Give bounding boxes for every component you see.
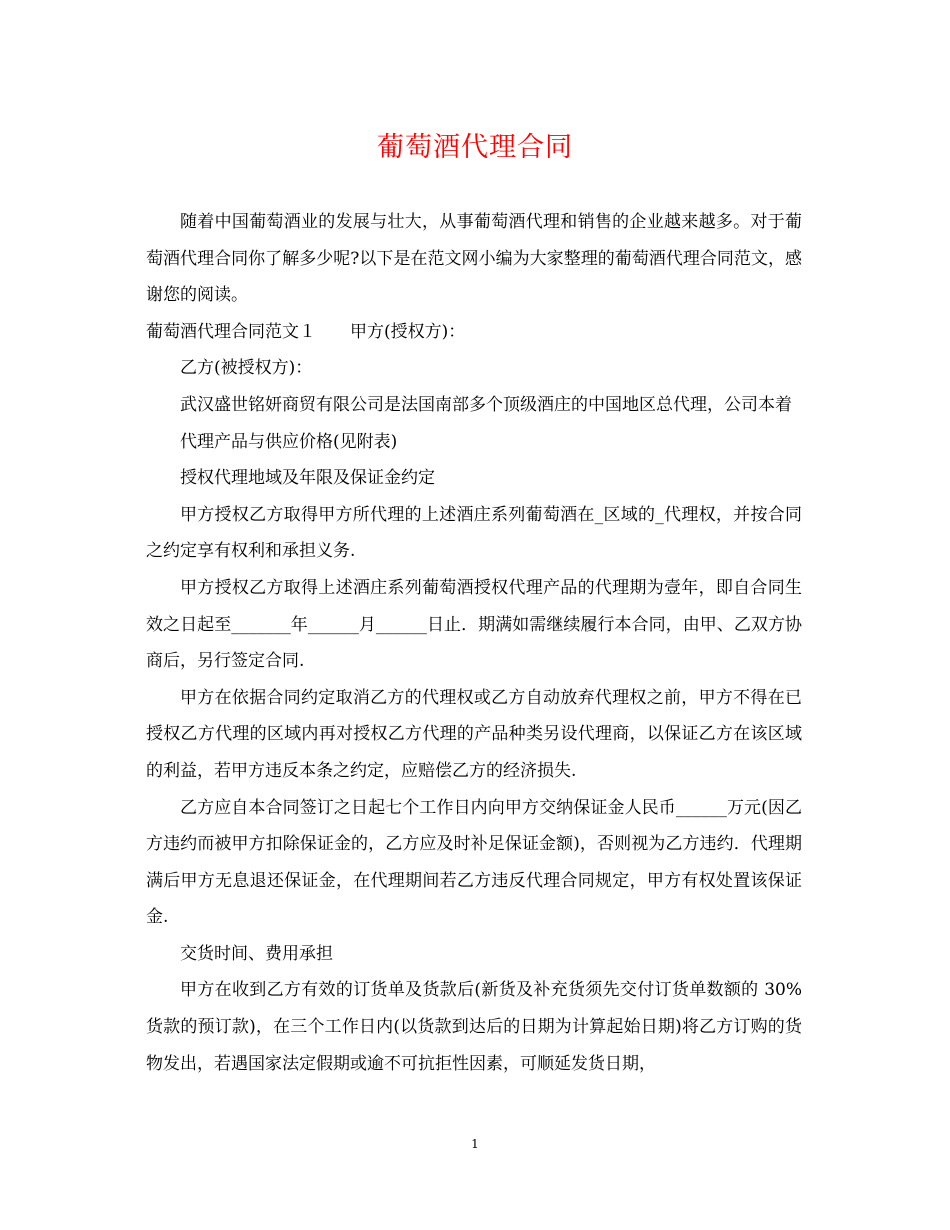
clause-delivery: 甲方在收到乙方有效的订货单及货款后(新货及补充货须先交付订货单数额的 30%货款的预订款)，在三个工作日内(以货款到达后的日期为计算起始日期)将乙方订购的货物发出，若遇国家法定假期或逾不可抗拒性因素，可顺延发货日期， [146, 980, 802, 1074]
clause-exclusive: 甲方在依据合同约定取消乙方的代理权或乙方自动放弃代理权之前，甲方不得在已授权乙方代理的区域内再对授权乙方代理的产品种类另设代理商，以保证乙方在该区域的利益，若甲方违反本条之约定，应赔偿乙方的经济损失. [146, 687, 802, 781]
clause-deposit: 乙方应自本合同签订之日起七个工作日内向甲方交纳保证金人民币______万元(因乙方违约而被甲方扣除保证金的，乙方应及时补足保证金额)，否则视为乙方违约．代理期满后甲方无息退还保证金，在代理期间若乙方违反代理合同规定，甲方有权处置该保证金. [146, 797, 802, 928]
document-body [146, 204, 802, 1082]
clause-authorization: 甲方授权乙方取得甲方所代理的上述酒庄系列葡萄酒在_区域的_代理权，并按合同之约定享有权利和承担义务. [146, 504, 802, 562]
intro-paragraph: 随着中国葡萄酒业的发展与壮大，从事葡萄酒代理和销售的企业越来越多。对于葡萄酒代理合同你了解多少呢?以下是在范文网小编为大家整理的葡萄酒代理合同范文，感谢您的阅读。 [146, 212, 802, 306]
page-number: 1 [471, 1137, 479, 1151]
section-products-heading: 代理产品与供应价格(见附表) [180, 431, 398, 452]
clause-term: 甲方授权乙方取得上述酒庄系列葡萄酒授权代理产品的代理期为壹年，即自合同生效之日起至_______年______月______日止．期满如需继续履行本合同，由甲、乙双方协商后，另行签定合同. [146, 577, 802, 672]
document-title: 葡萄酒代理合同 [377, 132, 573, 163]
sample-heading: 葡萄酒代理合同范文１ [146, 321, 316, 342]
company-intro-paragraph: 武汉盛世铭妍商贸有限公司是法国南部多个顶级酒庄的中国地区总代理，公司本着 [180, 394, 792, 415]
party-b-label: 乙方(被授权方)： [180, 358, 313, 379]
party-a-label: 甲方(授权方)： [350, 321, 466, 342]
sample-heading-line [146, 314, 802, 351]
section-territory-heading: 授权代理地域及年限及保证金约定 [180, 468, 435, 489]
section-delivery-heading: 交货时间、费用承担 [180, 943, 333, 964]
